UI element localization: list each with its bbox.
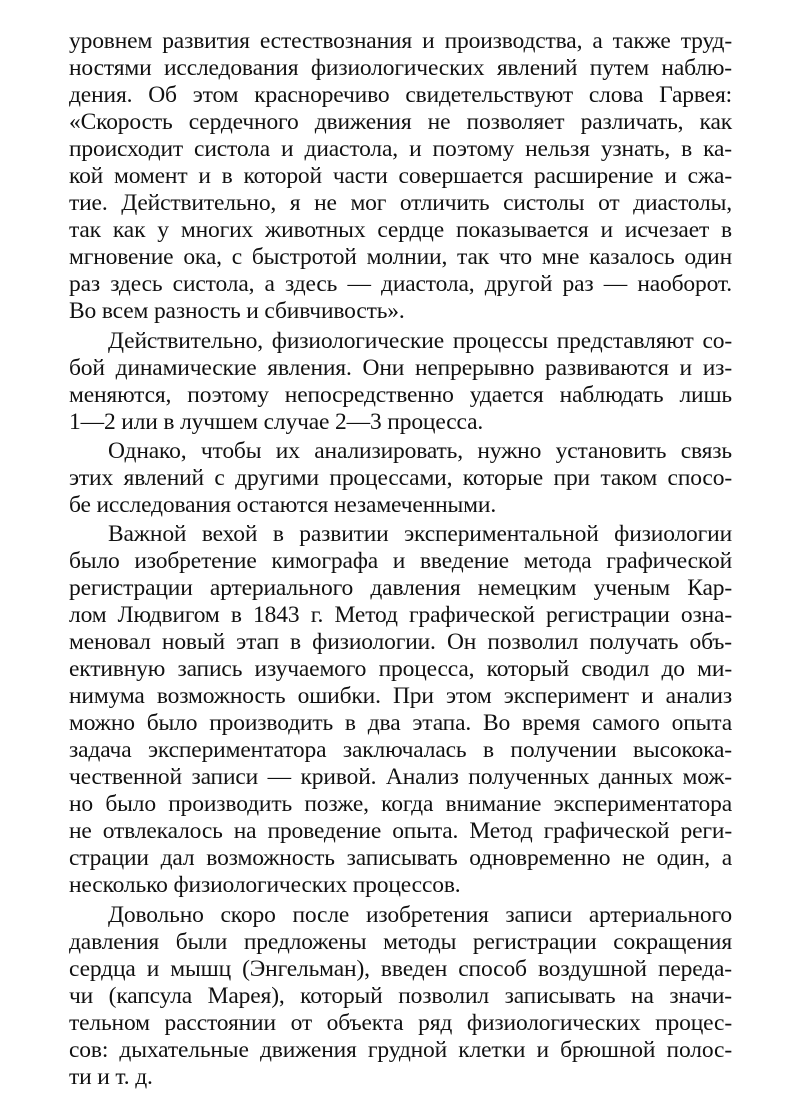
text-line: дения. Об этом красноречиво свидетельствуют слова Гарвея: [69,82,732,108]
text-line: Во всем разность и сбивчивость». [69,298,405,324]
text-line: регистрации артериального давления немецким ученым Кар- [69,575,732,601]
text-line: бой динамические явления. Они непрерывно развиваются и из- [69,355,732,381]
text-line: происходит систола и диастола, и поэтому нельзя узнать, в ка- [69,136,732,162]
text-line: мгновение ока, с быстротой молнии, так что мне казалось один [69,244,732,270]
text-line: меновал новый этап в физиологии. Он позволил получать объ- [69,629,732,655]
text-line: тельном расстоянии от объекта ряд физиологических процес- [69,1010,732,1036]
text-line: страции дал возможность записывать одновременно не один, а [69,845,732,871]
text-line: Важной вехой в развитии экспериментальной физиологии [108,521,732,547]
text-line: не отвлекалось на проведение опыта. Метод графической реги- [69,818,732,844]
text-line: этих явлений с другими процессами, которые при таком спосо- [69,465,732,491]
text-line: ективную запись изучаемого процесса, который сводил до ми- [69,656,732,682]
text-line: Довольно скоро после изобретения записи артериального [108,902,732,928]
text-line: было изобретение кимографа и введение метода графической [69,548,732,574]
text-line: несколько физиологических процессов. [69,872,461,898]
text-line: чи (капсула Марея), который позволил записывать на значи- [69,983,732,1009]
text-line: чественной записи — кривой. Анализ полученных данных мож- [69,764,732,790]
text-line: сов: дыхательные движения грудной клетки и брюшной полос- [69,1037,732,1063]
text-line: ти и т. д. [69,1064,153,1090]
text-line: 1—2 или в лучшем случае 2—3 процесса. [69,409,484,435]
text-line: Действительно, физиологические процессы представляют со- [108,328,732,354]
text-line: задача экспериментатора заключалась в получении высокока- [69,737,732,763]
text-line: «Скорость сердечного движения не позволяет различать, как [69,109,732,135]
text-line: но было производить позже, когда внимание экспериментатора [69,791,732,817]
text-line: лом Людвигом в 1843 г. Метод графической регистрации озна- [69,602,732,628]
text-line: раз здесь систола, а здесь — диастола, другой раз — наоборот. [69,271,732,297]
text-line: сердца и мышц (Энгельман), введен способ воздушной переда- [69,956,732,982]
text-line: ностями исследования физиологических явлений путем наблю- [69,55,732,81]
text-line: кой момент и в которой части совершается расширение и сжа- [69,163,732,189]
text-line: Однако, чтобы их анализировать, нужно установить связь [108,438,732,464]
text-line: давления были предложены методы регистрации сокращения [69,929,732,955]
text-line: тие. Действительно, я не мог отличить систолы от диастолы, [69,190,732,216]
text-line: можно было производить в два этапа. Во время самого опыта [69,710,732,736]
text-line: так как у многих животных сердце показывается и исчезает в [69,217,732,243]
text-line: меняются, поэтому непосредственно удается наблюдать лишь [69,382,732,408]
text-line: бе исследования остаются незамеченными. [69,492,497,518]
text-line: уровнем развития естествознания и производства, а также труд- [69,28,732,54]
text-line: нимума возможность ошибки. При этом эксперимент и анализ [69,683,732,709]
